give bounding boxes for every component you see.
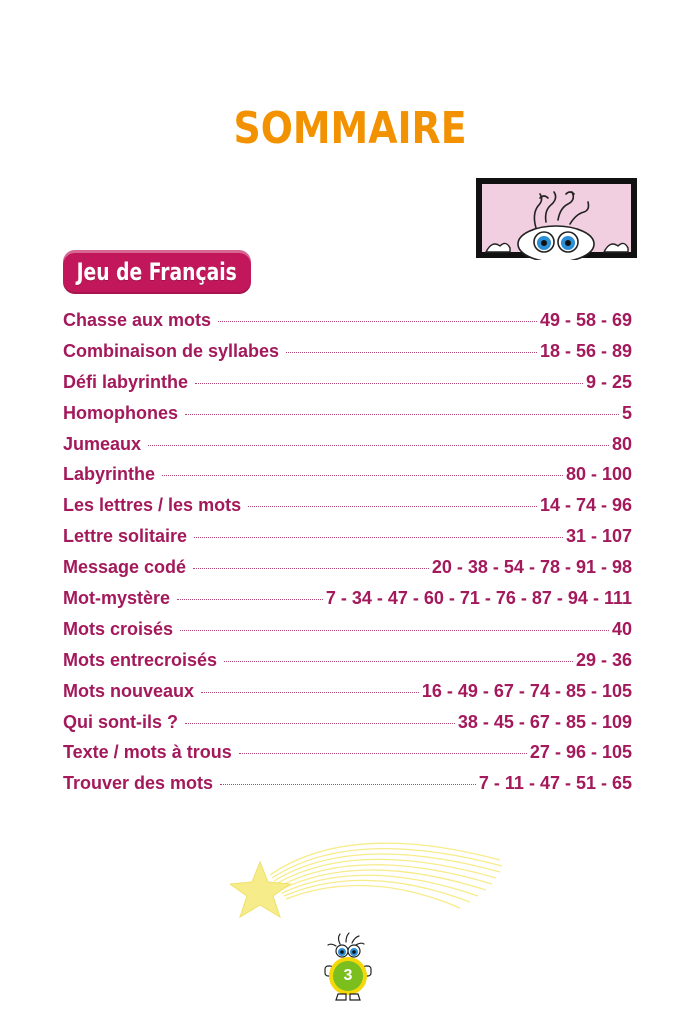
toc-entry-pages: 40 <box>611 618 632 639</box>
toc-entry-label: Mots nouveaux <box>63 680 195 701</box>
toc-entry-label: Chasse aux mots <box>63 310 212 330</box>
toc-entry-label: Message codé <box>63 557 187 578</box>
table-of-contents <box>63 305 632 799</box>
section-label: Jeu de Français <box>76 258 238 286</box>
toc-entry[interactable] <box>63 768 632 799</box>
toc-entry-pages: 7 - 11 - 47 - 51 - 65 <box>478 773 632 794</box>
toc-entry[interactable] <box>63 367 632 398</box>
toc-entry-pages: 27 - 96 - 105 <box>529 742 632 763</box>
dot-leader <box>286 352 537 353</box>
dot-leader <box>239 753 527 754</box>
dot-leader <box>218 321 537 322</box>
toc-entry-pages: 5 <box>621 402 632 423</box>
toc-entry-label: Texte / mots à trous <box>63 742 232 763</box>
page-title: SOMMAIRE <box>233 103 467 154</box>
dot-leader <box>248 506 537 507</box>
toc-entry[interactable] <box>63 707 632 738</box>
section-label-badge <box>63 250 251 294</box>
toc-entry-pages: 16 - 49 - 67 - 74 - 85 - 105 <box>421 680 632 701</box>
toc-entry-pages: 14 - 74 - 96 <box>539 495 632 516</box>
toc-entry-label: Trouver des mots <box>63 773 214 794</box>
dot-leader <box>220 784 476 785</box>
toc-entry-label: Mots entrecroisés <box>63 649 218 670</box>
peeking-creature-icon <box>474 176 639 260</box>
toc-entry[interactable] <box>63 583 632 614</box>
dot-leader <box>185 723 455 724</box>
toc-entry-pages: 31 - 107 <box>565 526 632 547</box>
toc-entry[interactable] <box>63 429 632 460</box>
toc-entry[interactable] <box>63 336 632 367</box>
toc-entry[interactable] <box>63 614 632 645</box>
toc-entry[interactable] <box>63 490 632 521</box>
toc-entry[interactable] <box>63 305 632 336</box>
toc-entry[interactable] <box>63 645 632 676</box>
dot-leader <box>162 475 563 476</box>
toc-entry[interactable] <box>63 459 632 490</box>
toc-entry-label: Mot-mystère <box>63 588 171 609</box>
toc-entry-pages: 80 <box>611 433 632 454</box>
toc-entry-pages: 49 - 58 - 69 <box>539 310 632 330</box>
dot-leader <box>148 445 609 446</box>
dot-leader <box>185 414 619 415</box>
dot-leader <box>193 568 429 569</box>
dot-leader <box>180 630 609 631</box>
toc-entry-label: Labyrinthe <box>63 464 156 485</box>
toc-entry-pages: 80 - 100 <box>565 464 632 485</box>
toc-entry-label: Qui sont-ils ? <box>63 711 178 732</box>
toc-entry-pages: 38 - 45 - 67 - 85 - 109 <box>457 711 632 732</box>
toc-entry-label: Homophones <box>63 402 178 423</box>
dot-leader <box>201 692 419 693</box>
toc-entry[interactable] <box>63 552 632 583</box>
toc-entry[interactable] <box>63 521 632 552</box>
toc-entry-label: Lettre solitaire <box>63 526 188 547</box>
toc-entry-label: Les lettres / les mots <box>63 495 242 516</box>
toc-entry-label: Mots croisés <box>63 618 174 639</box>
toc-entry[interactable] <box>63 398 632 429</box>
dot-leader <box>177 599 323 600</box>
toc-entry-pages: 18 - 56 - 89 <box>539 340 632 361</box>
shooting-star-icon <box>230 820 510 925</box>
page-number: 3 <box>343 967 353 984</box>
toc-entry[interactable] <box>63 676 632 707</box>
dot-leader <box>194 537 563 538</box>
dot-leader <box>224 661 573 662</box>
toc-entry-pages: 29 - 36 <box>575 649 632 670</box>
toc-entry-label: Jumeaux <box>63 433 142 454</box>
toc-entry[interactable] <box>63 737 632 768</box>
toc-entry-pages: 9 - 25 <box>585 371 632 392</box>
toc-entry-label: Combinaison de syllabes <box>63 340 280 361</box>
toc-entry-pages: 20 - 38 - 54 - 78 - 91 - 98 <box>431 557 632 578</box>
toc-entry-pages: 7 - 34 - 47 - 60 - 71 - 76 - 87 - 94 - 111 <box>325 588 632 609</box>
toc-entry-label: Défi labyrinthe <box>63 371 189 392</box>
dot-leader <box>195 383 583 384</box>
